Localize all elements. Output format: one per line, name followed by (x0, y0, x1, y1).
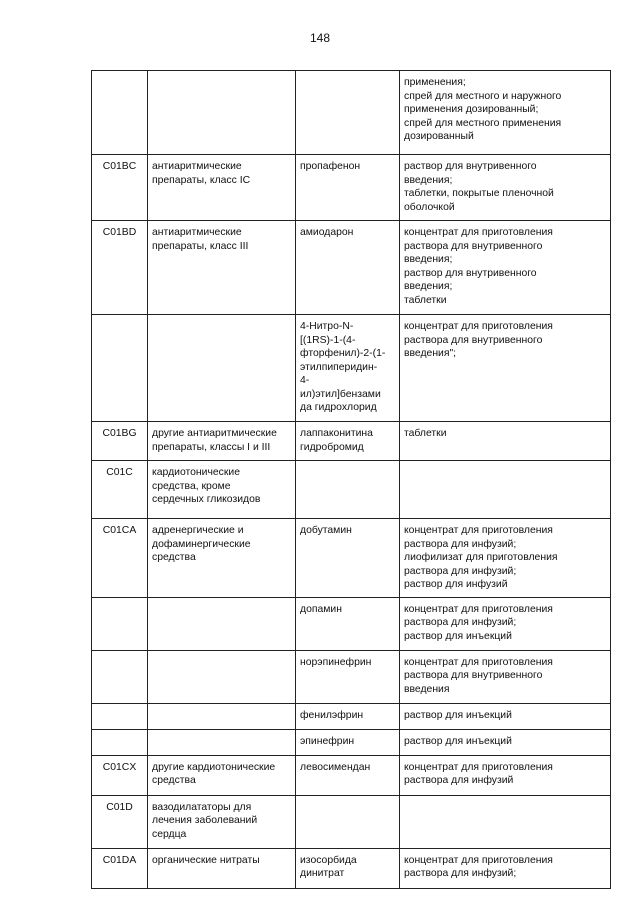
substance-cell (296, 729, 400, 755)
table-row (92, 703, 611, 729)
atc-code: C01BD (102, 227, 137, 238)
dosage-form-cell (400, 848, 611, 888)
atc-code: C01CA (102, 525, 137, 536)
pharmacological-group-line: препараты, класс III (152, 240, 249, 252)
dosage-form-line: раствор для инъекций (404, 709, 512, 721)
dosage-form-line: концентрат для приготовления (404, 525, 553, 536)
table-row (92, 422, 611, 461)
table-row (92, 155, 611, 221)
pharmacological-group-line: дофаминергические (152, 538, 251, 550)
pharmacological-group-cell (148, 155, 296, 221)
dosage-form-line: концентрат для приготовления (404, 656, 553, 668)
pharmacological-group-line: сердца (152, 828, 187, 840)
dosage-form-line: раствора для внутривенного (404, 240, 543, 252)
atc-code: C01BG (102, 428, 137, 439)
substance-cell (296, 755, 400, 795)
pharmacological-group-line: средства, кроме (152, 480, 231, 492)
atc-code: C01C (106, 467, 133, 478)
atc-code-cell (92, 71, 148, 155)
table-row (92, 755, 611, 795)
dosage-form-line: лиофилизат для приготовления (404, 552, 558, 563)
table-row (92, 795, 611, 848)
substance-line: гидробромид (300, 441, 364, 453)
dosage-form-line: раствора для инфузий (404, 775, 514, 786)
substance-cell (296, 519, 400, 598)
substance-cell (296, 422, 400, 461)
pharmacological-group-cell (148, 422, 296, 461)
atc-code: C01BC (102, 161, 137, 172)
table-row (92, 71, 611, 155)
dosage-form-cell (400, 703, 611, 729)
substance-line: фторфенил)-2-(1- (300, 348, 386, 359)
dosage-form-line: введения; (404, 281, 453, 292)
dosage-form-line: введения"; (404, 348, 457, 359)
table-row (92, 848, 611, 888)
substance-line: ил)этил]бензами (300, 388, 381, 400)
pharmacological-group-cell (148, 221, 296, 315)
pharmacological-group-cell (148, 703, 296, 729)
substance-line: 4-Нитро-N- (300, 321, 354, 332)
dosage-form-line: концентрат для приготовления (404, 761, 553, 773)
dosage-form-line: раствора для инфузий; (404, 617, 517, 628)
substance-line: 4- (300, 375, 310, 386)
atc-code: C01CX (102, 761, 137, 773)
pharmacological-group-line: вазодилататоры для (152, 801, 252, 813)
atc-code-cell (92, 519, 148, 598)
table-row (92, 597, 611, 650)
pharmacological-group-line: сердечных гликозидов (152, 494, 261, 505)
dosage-form-line: спрей для местного применения (404, 117, 562, 129)
dosage-form-line: раствор для внутривенного (404, 267, 537, 279)
dosage-form-line: концентрат для приготовления (404, 227, 553, 238)
atc-code-cell (92, 155, 148, 221)
atc-code-cell (92, 795, 148, 848)
page-number: 148 (309, 31, 331, 45)
pharmacological-group-line: другие кардиотонические (152, 761, 276, 773)
substance-line: эпинефрин (300, 735, 355, 747)
substance-line: фенилэфрин (300, 709, 364, 721)
atc-code-cell (92, 650, 148, 703)
pharmacological-group-cell (148, 729, 296, 755)
dosage-form-line: введения; (404, 174, 453, 186)
pharmacological-group-line: средства (152, 552, 196, 563)
dosage-form-line: раствора для инфузий; (404, 565, 517, 577)
dosage-form-line: таблетки, покрытые пленочной (404, 188, 554, 199)
dosage-form-line: таблетки (404, 294, 447, 306)
table-row (92, 461, 611, 519)
dosage-form-cell (400, 755, 611, 795)
pharmacological-group-cell (148, 315, 296, 422)
atc-code: C01DA (102, 854, 137, 866)
dosage-form-cell (400, 155, 611, 221)
substance-line: лаппаконитина (300, 428, 373, 439)
substance-line: норэпинефрин (300, 656, 372, 668)
atc-code-cell (92, 315, 148, 422)
substance-cell (296, 703, 400, 729)
dosage-form-cell (400, 461, 611, 519)
dosage-form-line: концентрат для приготовления (404, 321, 553, 332)
dosage-form-line: раствор для внутривенного (404, 161, 537, 172)
dosage-form-line: раствора для внутривенного (404, 670, 543, 681)
substance-line: [(1RS)-1-(4- (300, 334, 356, 346)
dosage-form-line: раствора для инфузий; (404, 868, 517, 879)
dosage-form-cell (400, 315, 611, 422)
table-row (92, 519, 611, 598)
dosage-form-line: дозированный (404, 131, 474, 142)
dosage-form-line: раствор для инъекций (404, 630, 512, 642)
substance-line: изосорбида (300, 854, 357, 866)
dosage-form-cell (400, 71, 611, 155)
atc-code-cell (92, 755, 148, 795)
table-row (92, 650, 611, 703)
dosage-form-line: применения; (404, 77, 466, 88)
substance-cell (296, 71, 400, 155)
pharmacological-group-line: лечения заболеваний (152, 815, 258, 826)
pharmacological-group-cell (148, 461, 296, 519)
dosage-form-line: введения; (404, 254, 453, 265)
substance-cell (296, 221, 400, 315)
table-row (92, 315, 611, 422)
substance-cell (296, 597, 400, 650)
dosage-form-line: раствора для инфузий; (404, 538, 517, 550)
pharmacological-group-line: адренергические и (152, 525, 244, 536)
atc-code-cell (92, 422, 148, 461)
pharmacological-group-cell (148, 795, 296, 848)
pharmacological-group-line: средства (152, 775, 196, 786)
dosage-form-line: спрей для местного и наружного (404, 90, 562, 102)
dosage-form-cell (400, 422, 611, 461)
pharmacological-group-cell (148, 755, 296, 795)
dosage-form-line: раствора для внутривенного (404, 334, 543, 346)
table-row (92, 221, 611, 315)
dosage-form-cell (400, 221, 611, 315)
dosage-form-line: раствор для инфузий (404, 579, 508, 590)
atc-code-cell (92, 221, 148, 315)
dosage-form-cell (400, 650, 611, 703)
pharmacological-group-line: антиаритмические (152, 227, 242, 238)
atc-code-cell (92, 848, 148, 888)
substance-cell (296, 650, 400, 703)
substance-line: добутамин (300, 525, 352, 536)
pharmacological-group-cell (148, 519, 296, 598)
pharmacological-group-line: кардиотонические (152, 467, 240, 478)
substance-line: динитрат (300, 868, 345, 879)
dosage-form-line: применения дозированный; (404, 104, 539, 115)
pharmacological-group-cell (148, 71, 296, 155)
pharmacological-group-line: препараты, классы I и III (152, 441, 271, 453)
pharmacological-group-cell (148, 848, 296, 888)
dosage-form-line: раствор для инъекций (404, 735, 512, 747)
pharmacological-group-cell (148, 597, 296, 650)
substance-cell (296, 155, 400, 221)
substance-line: амиодарон (300, 227, 354, 238)
pharmacological-group-cell (148, 650, 296, 703)
substance-line: да гидрохлорид (300, 402, 377, 413)
atc-code-cell (92, 703, 148, 729)
atc-code-cell (92, 597, 148, 650)
atc-code-cell (92, 729, 148, 755)
substance-line: левосимендан (300, 761, 371, 773)
pharmacological-group-line: препараты, класс IC (152, 174, 251, 186)
substance-cell (296, 848, 400, 888)
dosage-form-line: концентрат для приготовления (404, 854, 553, 866)
substance-line: этилпиперидин- (300, 361, 378, 373)
substance-line: пропафенон (300, 161, 361, 172)
dosage-form-line: введения (404, 683, 450, 695)
substance-line: допамин (300, 603, 342, 615)
table-row (92, 729, 611, 755)
pharmacological-group-line: антиаритмические (152, 161, 242, 172)
atc-code-cell (92, 461, 148, 519)
pharmacological-group-line: органические нитраты (152, 854, 260, 866)
dosage-form-line: таблетки (404, 428, 447, 439)
drug-classification-table (91, 70, 611, 889)
atc-code: C01D (106, 801, 133, 813)
dosage-form-line: концентрат для приготовления (404, 603, 553, 615)
substance-cell (296, 461, 400, 519)
substance-cell (296, 315, 400, 422)
dosage-form-line: оболочкой (404, 201, 455, 213)
table-body (92, 71, 611, 889)
substance-cell (296, 795, 400, 848)
dosage-form-cell (400, 519, 611, 598)
dosage-form-cell (400, 729, 611, 755)
dosage-form-cell (400, 597, 611, 650)
pharmacological-group-line: другие антиаритмические (152, 428, 277, 439)
dosage-form-cell (400, 795, 611, 848)
